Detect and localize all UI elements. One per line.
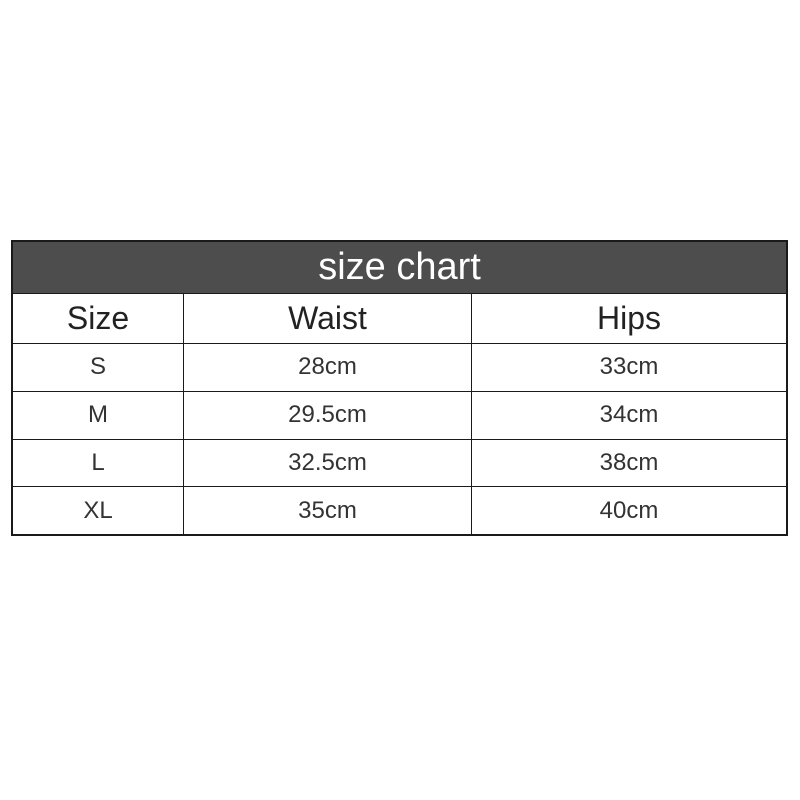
- size-cell: XL: [13, 487, 184, 534]
- hips-cell: 34cm: [599, 401, 659, 429]
- table-title: size chart: [13, 242, 786, 294]
- table-row: [13, 392, 786, 440]
- header-waist: Waist: [184, 294, 472, 343]
- header-size: Size: [13, 294, 184, 343]
- hips-cell: 38cm: [599, 448, 659, 476]
- header-hips: Hips: [596, 300, 661, 336]
- size-chart-table: [11, 240, 788, 536]
- waist-cell: 28cm: [184, 344, 472, 391]
- size-cell: S: [13, 344, 184, 391]
- hips-cell: 33cm: [599, 353, 659, 381]
- table-row: [13, 440, 786, 488]
- waist-cell: 32.5cm: [184, 440, 472, 487]
- table-row: [13, 344, 786, 392]
- waist-cell: 29.5cm: [184, 392, 472, 439]
- size-cell: L: [13, 440, 184, 487]
- waist-cell: 35cm: [184, 487, 472, 534]
- hips-cell: 40cm: [599, 496, 659, 524]
- table-row: [13, 487, 786, 534]
- header-row: [13, 294, 786, 344]
- size-cell: M: [13, 392, 184, 439]
